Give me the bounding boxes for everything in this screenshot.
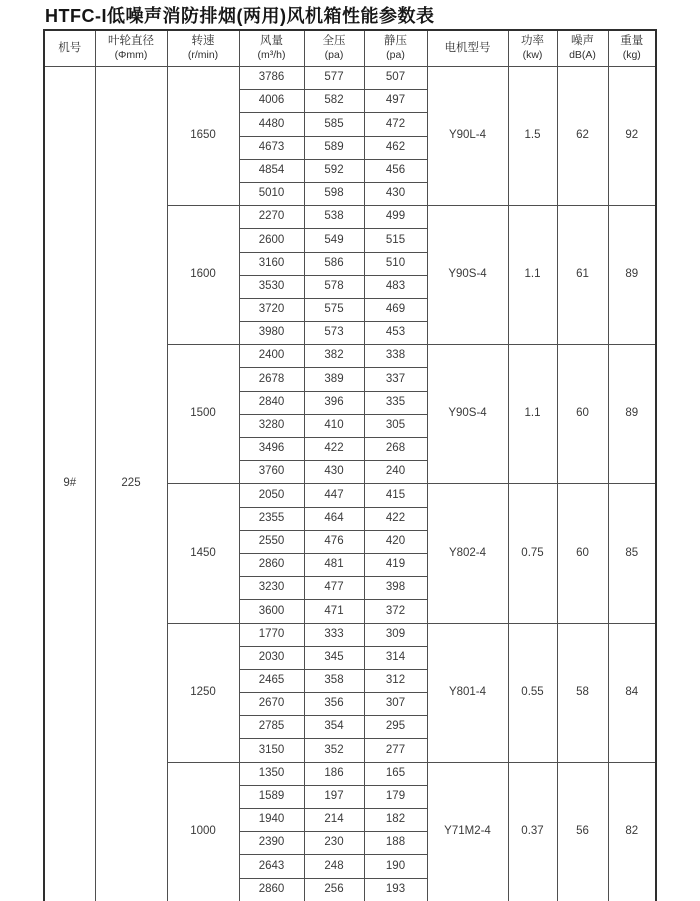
cell-static-pressure: 472	[364, 113, 427, 136]
cell-airflow: 2390	[239, 832, 304, 855]
cell-airflow: 2840	[239, 391, 304, 414]
cell-total-pressure: 354	[304, 716, 364, 739]
cell-airflow: 3786	[239, 67, 304, 90]
cell-weight: 89	[608, 206, 656, 345]
cell-total-pressure: 358	[304, 669, 364, 692]
cell-noise: 62	[557, 67, 608, 206]
table-body	[44, 67, 656, 901]
header-noise-unit: dB(A)	[569, 49, 596, 62]
cell-airflow: 3530	[239, 275, 304, 298]
cell-airflow: 2400	[239, 345, 304, 368]
cell-static-pressure: 193	[364, 878, 427, 901]
cell-airflow: 4480	[239, 113, 304, 136]
cell-noise: 58	[557, 623, 608, 762]
cell-weight: 84	[608, 623, 656, 762]
header-airflow-label: 风量	[260, 35, 283, 48]
cell-noise: 60	[557, 345, 608, 484]
cell-static-pressure: 337	[364, 368, 427, 391]
header-power-label: 功率	[521, 35, 544, 48]
cell-static-pressure: 497	[364, 90, 427, 113]
cell-airflow: 5010	[239, 182, 304, 205]
cell-total-pressure: 248	[304, 855, 364, 878]
cell-power: 1.1	[508, 206, 557, 345]
cell-airflow: 3760	[239, 461, 304, 484]
cell-airflow: 2030	[239, 646, 304, 669]
cell-power: 0.37	[508, 762, 557, 901]
cell-airflow: 2050	[239, 484, 304, 507]
header-impeller-diameter-label: 叶轮直径	[108, 35, 154, 48]
cell-total-pressure: 476	[304, 530, 364, 553]
header-motor-model	[427, 30, 508, 67]
cell-static-pressure: 483	[364, 275, 427, 298]
cell-airflow: 2550	[239, 530, 304, 553]
cell-total-pressure: 214	[304, 809, 364, 832]
cell-machine-no: 9#	[44, 67, 95, 901]
header-total-pressure-label: 全压	[322, 35, 346, 48]
cell-airflow: 4854	[239, 159, 304, 182]
cell-static-pressure: 179	[364, 785, 427, 808]
cell-weight: 89	[608, 345, 656, 484]
header-noise	[557, 30, 608, 67]
cell-airflow: 2670	[239, 693, 304, 716]
cell-static-pressure: 240	[364, 461, 427, 484]
cell-motor-model: Y90L-4	[427, 67, 508, 206]
cell-noise: 61	[557, 206, 608, 345]
cell-power: 0.75	[508, 484, 557, 623]
cell-weight: 85	[608, 484, 656, 623]
table-row	[44, 67, 656, 90]
header-weight	[608, 30, 656, 67]
cell-airflow: 1589	[239, 785, 304, 808]
cell-static-pressure: 510	[364, 252, 427, 275]
cell-total-pressure: 333	[304, 623, 364, 646]
cell-static-pressure: 309	[364, 623, 427, 646]
cell-total-pressure: 586	[304, 252, 364, 275]
header-machine-no-label: 机号	[58, 41, 82, 54]
cell-static-pressure: 422	[364, 507, 427, 530]
cell-static-pressure: 165	[364, 762, 427, 785]
cell-static-pressure: 499	[364, 206, 427, 229]
cell-static-pressure: 372	[364, 600, 427, 623]
cell-static-pressure: 188	[364, 832, 427, 855]
cell-static-pressure: 277	[364, 739, 427, 762]
cell-airflow: 2785	[239, 716, 304, 739]
cell-total-pressure: 430	[304, 461, 364, 484]
header-impeller-diameter-unit: (Φmm)	[114, 49, 148, 62]
cell-airflow: 2860	[239, 878, 304, 901]
cell-airflow: 2860	[239, 553, 304, 576]
cell-total-pressure: 186	[304, 762, 364, 785]
cell-airflow: 3150	[239, 739, 304, 762]
cell-motor-model: Y802-4	[427, 484, 508, 623]
cell-airflow: 1940	[239, 809, 304, 832]
cell-static-pressure: 419	[364, 553, 427, 576]
header-impeller-diameter	[95, 30, 167, 67]
cell-static-pressure: 314	[364, 646, 427, 669]
cell-total-pressure: 573	[304, 322, 364, 345]
cell-total-pressure: 382	[304, 345, 364, 368]
cell-static-pressure: 430	[364, 182, 427, 205]
cell-total-pressure: 422	[304, 438, 364, 461]
header-speed-unit: (r/min)	[187, 49, 219, 62]
header-weight-label: 重量	[620, 35, 644, 48]
cell-static-pressure: 335	[364, 391, 427, 414]
header-machine-no	[44, 30, 95, 67]
cell-motor-model: Y801-4	[427, 623, 508, 762]
cell-speed: 1250	[167, 623, 239, 762]
cell-airflow: 3160	[239, 252, 304, 275]
cell-total-pressure: 477	[304, 577, 364, 600]
cell-static-pressure: 515	[364, 229, 427, 252]
cell-airflow: 1350	[239, 762, 304, 785]
cell-static-pressure: 398	[364, 577, 427, 600]
header-motor-model-label: 电机型号	[444, 41, 491, 54]
cell-total-pressure: 230	[304, 832, 364, 855]
cell-impeller-diameter: 225	[95, 67, 167, 901]
cell-total-pressure: 582	[304, 90, 364, 113]
cell-total-pressure: 389	[304, 368, 364, 391]
header-noise-label: 噪声	[571, 35, 594, 48]
cell-total-pressure: 352	[304, 739, 364, 762]
cell-motor-model: Y90S-4	[427, 345, 508, 484]
header-static-pressure	[364, 30, 427, 67]
cell-total-pressure: 585	[304, 113, 364, 136]
cell-static-pressure: 453	[364, 322, 427, 345]
cell-total-pressure: 197	[304, 785, 364, 808]
cell-speed: 1450	[167, 484, 239, 623]
cell-airflow: 3280	[239, 414, 304, 437]
cell-airflow: 4006	[239, 90, 304, 113]
cell-airflow: 3600	[239, 600, 304, 623]
cell-total-pressure: 356	[304, 693, 364, 716]
cell-weight: 82	[608, 762, 656, 901]
header-airflow	[239, 30, 304, 67]
fan-performance-table	[43, 29, 657, 901]
cell-total-pressure: 471	[304, 600, 364, 623]
cell-static-pressure: 415	[364, 484, 427, 507]
cell-total-pressure: 464	[304, 507, 364, 530]
cell-noise: 56	[557, 762, 608, 901]
cell-speed: 1000	[167, 762, 239, 901]
cell-total-pressure: 447	[304, 484, 364, 507]
cell-static-pressure: 268	[364, 438, 427, 461]
cell-static-pressure: 420	[364, 530, 427, 553]
cell-airflow: 2600	[239, 229, 304, 252]
cell-total-pressure: 575	[304, 298, 364, 321]
cell-static-pressure: 190	[364, 855, 427, 878]
cell-static-pressure: 305	[364, 414, 427, 437]
cell-total-pressure: 578	[304, 275, 364, 298]
cell-power: 1.1	[508, 345, 557, 484]
cell-airflow: 2270	[239, 206, 304, 229]
header-speed	[167, 30, 239, 67]
cell-noise: 60	[557, 484, 608, 623]
cell-airflow: 3496	[239, 438, 304, 461]
cell-static-pressure: 456	[364, 159, 427, 182]
header-total-pressure	[304, 30, 364, 67]
cell-total-pressure: 598	[304, 182, 364, 205]
cell-static-pressure: 312	[364, 669, 427, 692]
cell-total-pressure: 592	[304, 159, 364, 182]
cell-power: 0.55	[508, 623, 557, 762]
cell-speed: 1650	[167, 67, 239, 206]
cell-static-pressure: 182	[364, 809, 427, 832]
cell-static-pressure: 295	[364, 716, 427, 739]
cell-airflow: 2355	[239, 507, 304, 530]
cell-airflow: 3720	[239, 298, 304, 321]
cell-total-pressure: 589	[304, 136, 364, 159]
header-airflow-unit: (m³/h)	[257, 49, 286, 62]
cell-airflow: 2643	[239, 855, 304, 878]
header-static-pressure-label: 静压	[384, 35, 407, 48]
header-total-pressure-unit: (pa)	[324, 49, 344, 62]
cell-weight: 92	[608, 67, 656, 206]
table-header-row	[44, 30, 656, 67]
header-power	[508, 30, 557, 67]
cell-total-pressure: 396	[304, 391, 364, 414]
cell-airflow: 3230	[239, 577, 304, 600]
header-power-unit: (kw)	[522, 49, 543, 62]
cell-airflow: 2465	[239, 669, 304, 692]
cell-airflow: 3980	[239, 322, 304, 345]
cell-total-pressure: 345	[304, 646, 364, 669]
cell-power: 1.5	[508, 67, 557, 206]
header-weight-unit: (kg)	[622, 49, 641, 62]
cell-total-pressure: 410	[304, 414, 364, 437]
cell-speed: 1500	[167, 345, 239, 484]
cell-total-pressure: 256	[304, 878, 364, 901]
cell-static-pressure: 469	[364, 298, 427, 321]
header-static-pressure-unit: (pa)	[386, 49, 405, 62]
cell-total-pressure: 538	[304, 206, 364, 229]
cell-airflow: 1770	[239, 623, 304, 646]
cell-motor-model: Y90S-4	[427, 206, 508, 345]
cell-airflow: 4673	[239, 136, 304, 159]
cell-total-pressure: 577	[304, 67, 364, 90]
cell-speed: 1600	[167, 206, 239, 345]
cell-static-pressure: 507	[364, 67, 427, 90]
cell-static-pressure: 338	[364, 345, 427, 368]
cell-static-pressure: 307	[364, 693, 427, 716]
cell-static-pressure: 462	[364, 136, 427, 159]
page-title: HTFC-I低噪声消防排烟(两用)风机箱性能参数表	[45, 6, 435, 26]
cell-airflow: 2678	[239, 368, 304, 391]
cell-motor-model: Y71M2-4	[427, 762, 508, 901]
cell-total-pressure: 481	[304, 553, 364, 576]
header-speed-label: 转速	[191, 35, 215, 48]
cell-total-pressure: 549	[304, 229, 364, 252]
